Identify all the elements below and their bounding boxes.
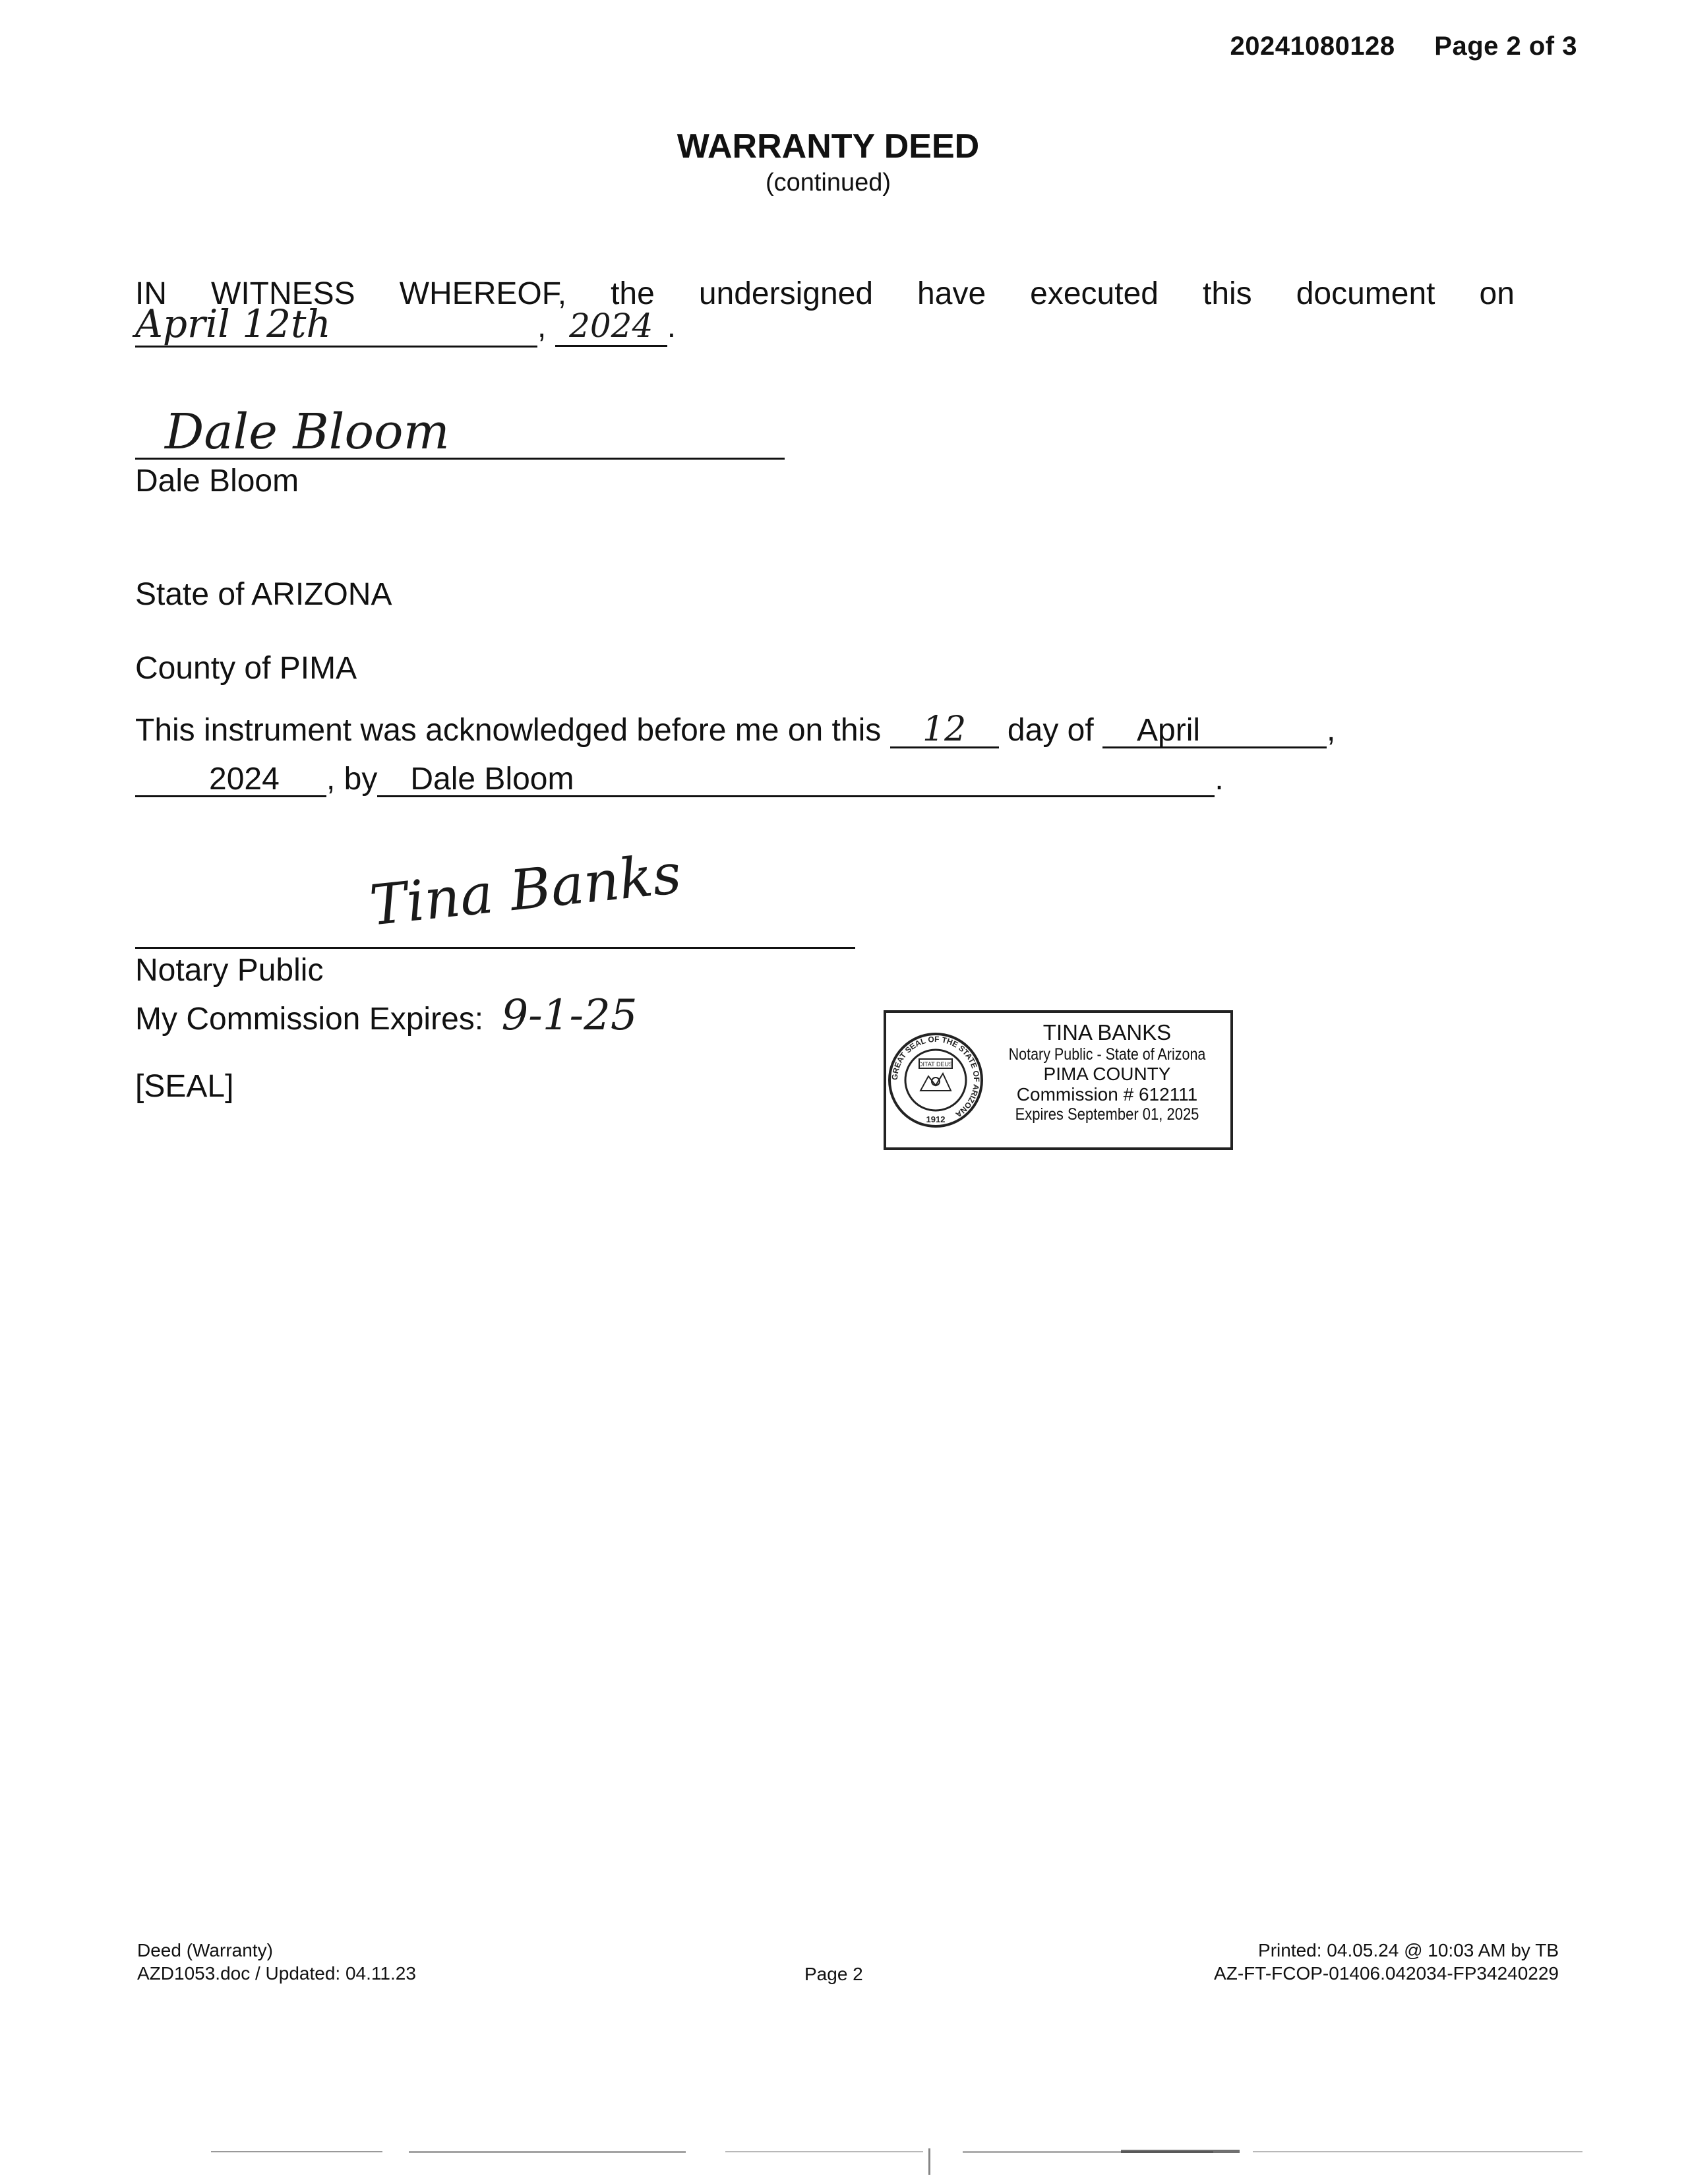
document-number: 20241080128 xyxy=(1230,32,1395,61)
footer-left xyxy=(137,1939,416,1985)
grantor-signature: Dale Bloom xyxy=(165,404,450,460)
witness-word: executed xyxy=(1030,276,1159,311)
witness-word: IN xyxy=(135,276,167,311)
acknowledgment-line-1: This instrument was acknowledged before me on this 12 day of April , xyxy=(135,710,1336,749)
seal-ring-text: GREAT SEAL OF THE STATE OF ARIZONA xyxy=(889,1034,982,1120)
seal-label: [SEAL] xyxy=(135,1069,234,1104)
execution-date-line xyxy=(135,301,677,348)
ack-name: Dale Bloom xyxy=(377,764,1215,797)
witness-word: have xyxy=(917,276,986,311)
notary-signature: Tina Banks xyxy=(367,841,684,938)
stamp-line-1: Notary Public - State of Arizona xyxy=(1008,1045,1206,1064)
notary-stamp xyxy=(884,1010,1233,1150)
footer-page: Page 2 xyxy=(804,1964,863,1984)
execution-year-handwritten: 2024 xyxy=(555,309,667,347)
stamp-name: TINA BANKS xyxy=(1042,1020,1172,1045)
execution-date-handwritten: April 12th xyxy=(135,305,537,348)
notary-signature-line xyxy=(135,947,855,949)
grantor-name: Dale Bloom xyxy=(135,464,299,499)
stamp-line-4: Expires September 01, 2025 xyxy=(1015,1105,1199,1124)
page-info: Page 2 of 3 xyxy=(1434,32,1577,61)
ack-day-of: day of xyxy=(1007,713,1094,748)
document-subtitle: (continued) xyxy=(765,169,891,197)
recording-header xyxy=(1230,32,1577,61)
commission-label: My Commission Expires: xyxy=(135,1002,484,1037)
ack-year: 2024 xyxy=(135,764,326,797)
witness-word: undersigned xyxy=(698,276,874,311)
footer-form-name: Deed (Warranty) xyxy=(137,1940,273,1960)
witness-word: WHEREOF, xyxy=(399,276,567,311)
ack-day-handwritten: 12 xyxy=(890,712,999,748)
witness-word: this xyxy=(1202,276,1252,311)
witness-word: the xyxy=(611,276,655,311)
commission-date-handwritten: 9-1-25 xyxy=(501,991,638,1040)
witness-word: document xyxy=(1296,276,1435,311)
seal-motto: DITAT DEUS xyxy=(918,1061,953,1068)
witness-word: on xyxy=(1479,276,1515,311)
stamp-line-2: PIMA COUNTY xyxy=(1043,1063,1171,1084)
ack-by: , by xyxy=(326,762,378,797)
state-line: State of ARIZONA xyxy=(135,577,392,612)
footer-form-id: AZD1053.doc / Updated: 04.11.23 xyxy=(137,1963,416,1984)
acknowledgment-line-2: 2024 , by Dale Bloom . xyxy=(135,764,1224,797)
grantor-signature-line xyxy=(135,458,785,460)
county-line: County of PIMA xyxy=(135,651,357,686)
document-title: WARRANTY DEED xyxy=(677,127,980,166)
witness-word: WITNESS xyxy=(211,276,355,311)
stamp-line-3: Commission # 612111 xyxy=(1016,1084,1198,1105)
seal-year: 1912 xyxy=(926,1114,946,1124)
footer-printed: Printed: 04.05.24 @ 10:03 AM by TB xyxy=(1258,1940,1559,1960)
state-seal-icon xyxy=(886,1013,985,1147)
ack-month: April xyxy=(1102,715,1327,748)
footer-right xyxy=(1214,1939,1559,1985)
date-period: . xyxy=(667,309,677,344)
ack-prefix: This instrument was acknowledged before me on this xyxy=(135,713,882,748)
footer-order-id: AZ-FT-FCOP-01406.042034-FP34240229 xyxy=(1214,1963,1559,1984)
commission-expires-line xyxy=(135,991,638,1040)
stamp-text xyxy=(985,1021,1229,1124)
notary-label: Notary Public xyxy=(135,953,324,988)
date-comma: , xyxy=(537,309,547,344)
